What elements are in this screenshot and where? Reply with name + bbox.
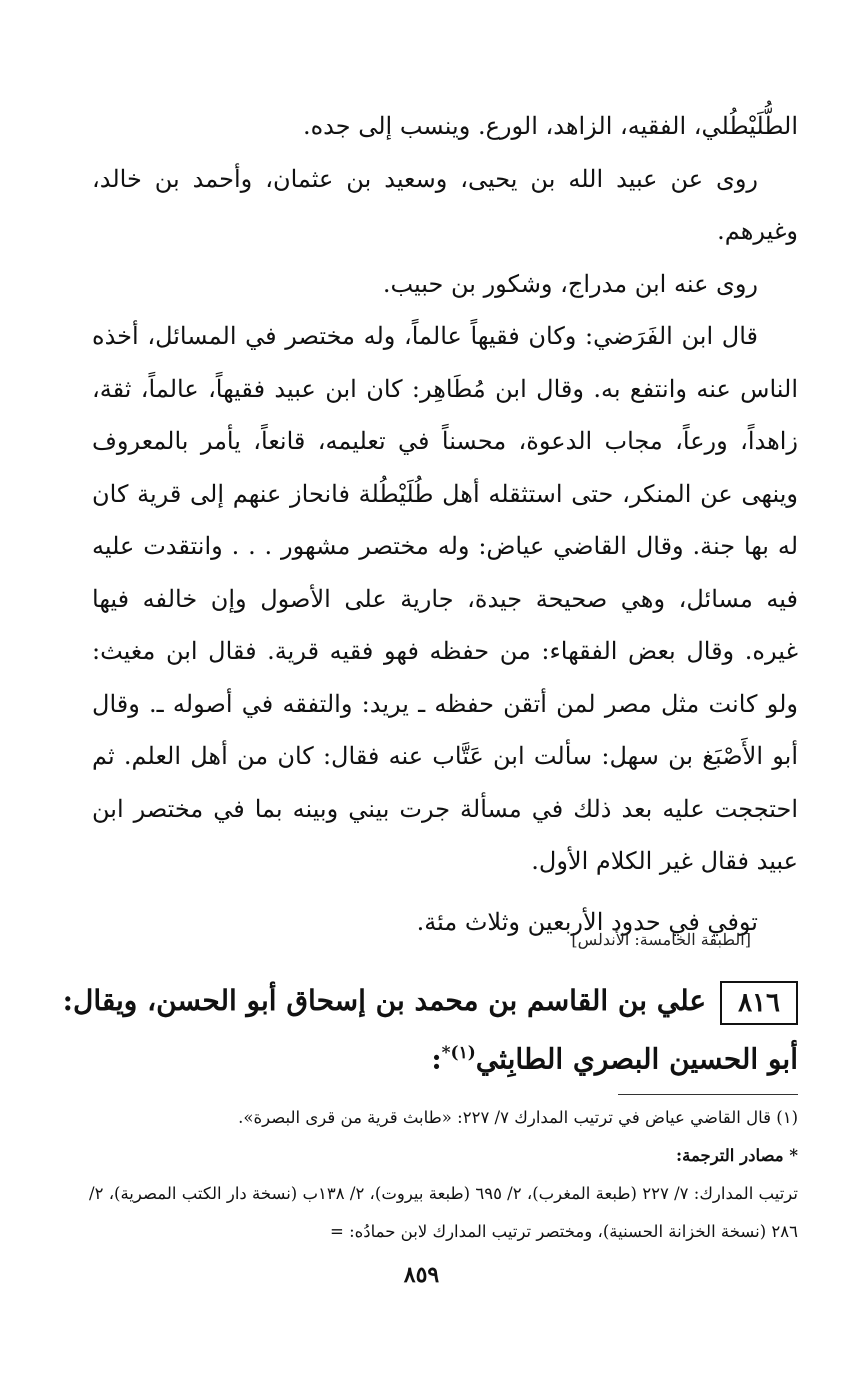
sources-text: ترتيب المدارك: ٧/ ٢٢٧ (طبعة المغرب)، ٢/ ٦٩٥ (طبعة بيروت)، ٢/ ١٣٨ب (نسخة دار الكتب المصرية)، ٢/ ٢٨٦ (نسخة الخزانة الحسنية)، ومختصر ترتيب المدارك لابن حمادُه: = — [89, 1184, 798, 1241]
entry-colon: : — [431, 1042, 442, 1076]
footnotes — [82, 1094, 798, 1251]
paragraph-death: توفي في حدود الأربعين وثلاث مئة. — [416, 907, 758, 936]
footnote-1: (١) قال القاضي عياض في ترتيب المدارك ٧/ ٢٢٧: «طابث قرية من قرى البصرة». — [238, 1108, 798, 1127]
paragraph-teachers: روى عن عبيد الله بن يحيى، وسعيد بن عثمان، وأحمد بن خالد، وغيرهم. — [92, 164, 798, 245]
entry-number-box: ٨١٦ — [720, 981, 798, 1025]
entry-heading — [60, 975, 798, 1085]
main-text — [92, 100, 798, 948]
section-tag: [الطبقة الخامسة: الأندلس] — [571, 930, 751, 949]
page-number: ٨٥٩ — [403, 1262, 440, 1288]
paragraph-students: روى عنه ابن مدراج، وشكور بن حبيب. — [382, 269, 758, 298]
entry-title: علي بن القاسم بن محمد بن إسحاق أبو الحسن، ويقال: أبو الحسين البصري الطابِثي — [62, 984, 798, 1076]
footnote-reference: (١)* — [441, 1043, 476, 1063]
footnote-rule — [618, 1094, 798, 1095]
sources-heading: * مصادر الترجمة: — [676, 1146, 798, 1165]
paragraph-quotes: قال ابن الفَرَضي: وكان فقيهاً عالماً، وله مختصر في المسائل، أخذه الناس عنه وانتفع به. وقال ابن مُطَاهِر: كان ابن عبيد فقيهاً، عالماً، ثقة، زاهداً، ورعاً، مجاب الدعوة، محسناً في تعليمه، قانعاً، يأمر بالمعروف وينهى عن المنكر، حتى استثقله أهل طُلَيْطُلة فانحاز عنهم إلى قرية كان له بها جنة. وقال القاضي عياض: وله مختصر مشهور . . . وانتقدت عليه فيه مسائل، وهي صحيحة جيدة، جارية على الأصول وإن خالفه فيها غيره. وقال بعض الفقهاء: من حفظه فهو فقيه قرية. فقال ابن مغيث: ولو كانت مثل مصر لمن أتقن حفظه ـ يريد: والتفقه في أصوله ـ. وقال أبو الأَصْبَغ بن سهل: سألت ابن عَتَّاب عنه فقال: كان من أهل العلم. ثم احتججت عليه بعد ذلك في مسألة جرت بيني وبينه بما في مختصر ابن عبيد فقال غير الكلام الأول. — [92, 322, 799, 875]
paragraph-intro: الطُّلَيْطُلي، الفقيه، الزاهد، الورع. وينسب إلى جده. — [302, 112, 798, 140]
